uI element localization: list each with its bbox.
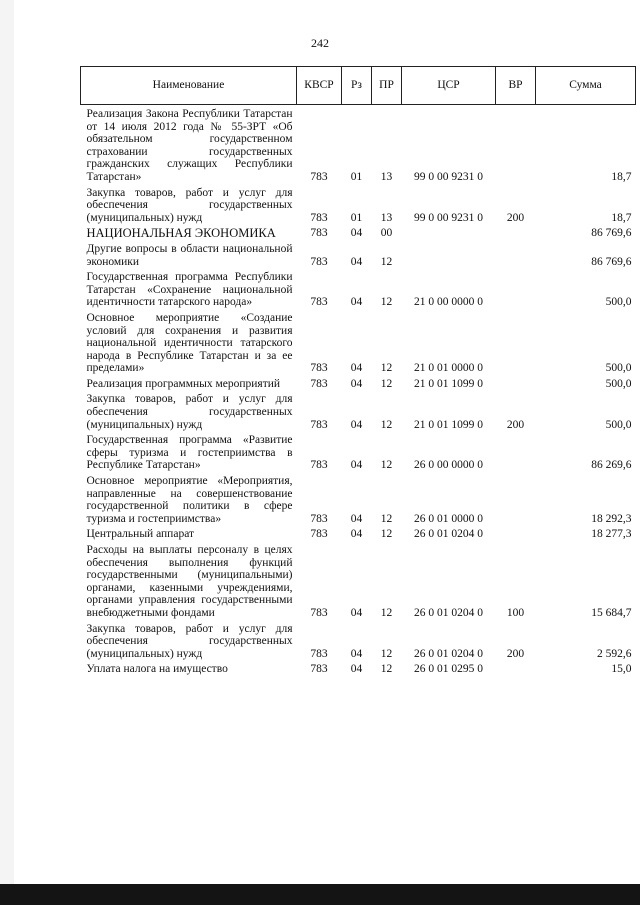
row-csr (402, 224, 496, 240)
row-sum: 18 277,3 (591, 528, 632, 541)
row-vr (496, 309, 536, 375)
header-rz: Рз (342, 67, 372, 105)
row-sum: 500,0 (605, 362, 632, 375)
row-pr: 12 (380, 528, 393, 541)
row-vr (496, 105, 536, 184)
row-csr: 26 0 01 0204 0 (414, 606, 483, 619)
row-name: Центральный аппарат (86, 528, 195, 541)
row-vr (496, 224, 536, 240)
row-rz: 01 (350, 211, 363, 224)
table-row (81, 105, 636, 184)
row-name: Реализация программных мероприятий (86, 377, 281, 390)
row-sum: 86 269,6 (591, 459, 632, 472)
row-pr: 12 (380, 459, 393, 472)
header-sum: Сумма (536, 67, 636, 105)
row-sum: 2 592,6 (597, 647, 632, 660)
row-sum: 18,7 (611, 211, 632, 224)
table-row (81, 541, 636, 620)
header-kvsr: КВСР (297, 67, 342, 105)
table-row (81, 375, 636, 391)
row-pr: 13 (380, 211, 393, 224)
table-row (81, 525, 636, 541)
row-kvsr: 783 (310, 663, 328, 676)
row-kvsr: 783 (310, 512, 328, 525)
row-kvsr: 783 (310, 606, 328, 619)
row-pr: 12 (380, 512, 393, 525)
row-kvsr: 783 (310, 296, 328, 309)
row-sum: 500,0 (605, 296, 632, 309)
page-number: 242 (311, 36, 329, 50)
row-pr: 12 (380, 647, 393, 660)
row-kvsr: 783 (310, 528, 328, 541)
row-csr: 21 0 00 0000 0 (414, 296, 483, 309)
row-pr: 00 (380, 227, 393, 240)
table-row (81, 620, 636, 661)
row-vr (496, 375, 536, 391)
row-name: Государственная программа Республики Татарстан «Сохранение национальной идентичности татарского народа» (86, 271, 293, 309)
row-sum: 86 769,6 (591, 255, 632, 268)
row-vr (496, 431, 536, 472)
row-vr (496, 472, 536, 525)
row-rz: 01 (350, 170, 363, 183)
row-rz: 04 (350, 528, 363, 541)
row-pr: 12 (380, 296, 393, 309)
row-csr: 21 0 01 1099 0 (414, 377, 483, 390)
row-csr: 26 0 01 0204 0 (414, 528, 483, 541)
table-row (81, 660, 636, 676)
row-csr: 26 0 01 0000 0 (414, 512, 483, 525)
row-name: Уплата налога на имущество (86, 663, 228, 676)
row-csr: 21 0 01 1099 0 (414, 418, 483, 431)
table-row (81, 224, 636, 240)
table-row (81, 472, 636, 525)
row-pr: 12 (380, 418, 393, 431)
row-sum: 15,0 (611, 663, 632, 676)
row-csr: 21 0 01 0000 0 (414, 362, 483, 375)
row-kvsr: 783 (310, 227, 328, 240)
row-kvsr: 783 (310, 377, 328, 390)
row-kvsr: 783 (310, 255, 328, 268)
row-rz: 04 (350, 255, 363, 268)
row-csr (402, 240, 496, 268)
row-name: Закупка товаров, работ и услуг для обеспечения государственных (муниципальных) нужд (86, 622, 293, 660)
row-name: Основное мероприятие «Создание условий для сохранения и развития национальной идентичности татарского народа в Республике Татарстан и за ее пределами» (86, 311, 293, 375)
row-name: Реализация Закона Республики Татарстан от 14 июля 2012 года № 55-ЗРТ «Об обязательном государственном страховании государственных гражданских служащих Республики Татарстан» (86, 108, 293, 183)
row-sum: 86 769,6 (591, 227, 632, 240)
row-vr (496, 660, 536, 676)
row-kvsr: 783 (310, 170, 328, 183)
row-rz: 04 (350, 663, 363, 676)
row-vr (496, 268, 536, 309)
row-vr: 200 (506, 418, 525, 431)
table-row (81, 240, 636, 268)
row-vr (496, 240, 536, 268)
row-pr: 12 (380, 377, 393, 390)
row-csr: 26 0 00 0000 0 (414, 459, 483, 472)
row-vr: 200 (506, 211, 525, 224)
row-kvsr: 783 (310, 362, 328, 375)
table-row (81, 268, 636, 309)
row-csr: 99 0 00 9231 0 (414, 211, 483, 224)
table-body (81, 105, 636, 676)
table-row (81, 309, 636, 375)
header-pr: ПР (372, 67, 402, 105)
row-name: НАЦИОНАЛЬНАЯ ЭКОНОМИКА (86, 226, 276, 241)
row-csr: 26 0 01 0295 0 (414, 663, 483, 676)
row-sum: 500,0 (605, 377, 632, 390)
row-rz: 04 (350, 377, 363, 390)
row-sum: 18 292,3 (591, 512, 632, 525)
row-rz: 04 (350, 362, 363, 375)
row-csr: 26 0 01 0204 0 (414, 647, 483, 660)
header-vr: ВР (496, 67, 536, 105)
row-rz: 04 (350, 459, 363, 472)
row-name: Закупка товаров, работ и услуг для обеспечения государственных (муниципальных) нужд (86, 186, 293, 224)
row-pr: 12 (380, 362, 393, 375)
row-pr: 13 (380, 170, 393, 183)
row-kvsr: 783 (310, 459, 328, 472)
row-sum: 18,7 (611, 170, 632, 183)
header-name: Наименование (81, 67, 297, 105)
row-csr: 99 0 00 9231 0 (414, 170, 483, 183)
table-row (81, 390, 636, 431)
row-rz: 04 (350, 512, 363, 525)
row-rz: 04 (350, 606, 363, 619)
table-row (81, 431, 636, 472)
row-name: Закупка товаров, работ и услуг для обеспечения государственных (муниципальных) нужд (86, 393, 293, 431)
row-name: Расходы на выплаты персоналу в целях обеспечения выполнения функций государственными (муниципальными) органами, казенными учреждениями, органами управления государственными внебюджетными фондами (86, 544, 293, 619)
row-kvsr: 783 (310, 647, 328, 660)
table-header (81, 67, 636, 105)
row-vr (496, 525, 536, 541)
row-vr: 100 (506, 606, 525, 619)
budget-table (80, 66, 636, 676)
row-name: Другие вопросы в области национальной экономики (86, 242, 293, 268)
scan-bottom-edge (0, 884, 640, 905)
row-rz: 04 (350, 418, 363, 431)
table-row (81, 184, 636, 225)
row-kvsr: 783 (310, 418, 328, 431)
row-vr: 200 (506, 647, 525, 660)
row-sum: 15 684,7 (591, 606, 632, 619)
row-rz: 04 (350, 227, 363, 240)
row-pr: 12 (380, 663, 393, 676)
row-pr: 12 (380, 255, 393, 268)
header-csr: ЦСР (402, 67, 496, 105)
row-sum: 500,0 (605, 418, 632, 431)
row-pr: 12 (380, 606, 393, 619)
row-rz: 04 (350, 296, 363, 309)
row-name: Основное мероприятие «Мероприятия, направленные на совершенствование государственной политики в сфере туризма и гостеприимства» (86, 475, 293, 525)
row-kvsr: 783 (310, 211, 328, 224)
row-rz: 04 (350, 647, 363, 660)
scan-left-edge (0, 0, 14, 905)
row-name: Государственная программа «Развитие сферы туризма и гостеприимства в Республике Татарстан» (86, 434, 293, 472)
